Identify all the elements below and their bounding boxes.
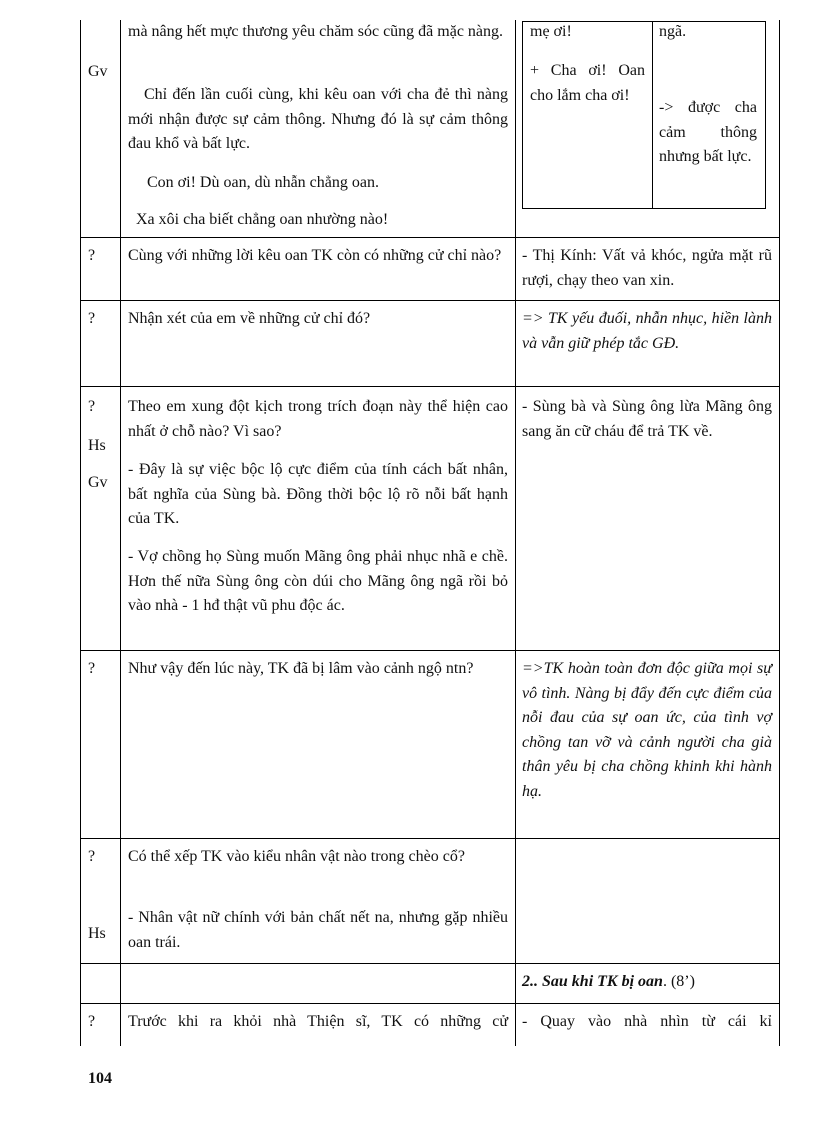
text-line: Chỉ đến lần cuối cùng, khi kêu oan với cha đẻ thì nàng mới nhận được sự cảm thông. Nhưng đó là sự cảm thông đau khổ và bất lực.: [128, 86, 508, 152]
table-border-col1: [120, 20, 121, 1046]
role-mark: Gv: [88, 63, 108, 80]
table-border-right: [779, 20, 780, 1046]
text-line: - Thị Kính: Vất vả khóc, ngửa mặt rũ rượi, chạy theo van xin.: [522, 247, 772, 289]
section-heading-title: 2.. Sau khi TK bị oan: [522, 973, 663, 990]
row-divider: [80, 838, 780, 839]
text-line: Con ơi! Dù oan, dù nhẫn chẳng oan.: [147, 174, 379, 191]
inner-table-left: [522, 21, 523, 209]
row-divider: [80, 237, 780, 238]
row-divider: [80, 1003, 780, 1004]
page-number-text: 104: [88, 1070, 112, 1087]
inner-cell: + Cha ơi! Oan cho lắm cha ơi!: [530, 62, 645, 104]
role-mark: ?: [88, 1013, 96, 1030]
row-divider: [80, 300, 780, 301]
text-line: Nhận xét của em về những cử chỉ đó?: [128, 310, 371, 327]
text-line: - Sùng bà và Sùng ông lừa Mãng ông sang ăn cữ cháu để trả TK về.: [522, 398, 772, 440]
row-divider: [80, 963, 780, 964]
text-line: =>TK hoàn toàn đơn độc giữa mọi sự vô tình. Nàng bị đẩy đến cực điểm của nỗi đau của sự oan ức, của tình vợ chồng tan vỡ và cảnh người cha già thân yêu bị cha chồng khinh khi hành hạ.: [522, 660, 772, 800]
text-line: => TK yếu đuối, nhẫn nhục, hiền lành và vẫn giữ phép tắc GĐ.: [522, 310, 772, 352]
table-border-left: [80, 20, 81, 1046]
inner-cell: -> được cha cảm thông nhưng bất lực.: [659, 99, 757, 165]
text-line: Trước khi ra khỏi nhà Thiện sĩ, TK có những cử: [128, 1013, 508, 1030]
role-mark: Hs: [88, 925, 106, 942]
text-line: Theo em xung đột kịch trong trích đoạn này thể hiện cao nhất ở chỗ nào? Vì sao?: [128, 398, 508, 440]
role-mark: ?: [88, 660, 96, 677]
inner-cell: ngã.: [659, 23, 687, 40]
role-mark: ?: [88, 247, 96, 264]
page-number: [88, 1066, 112, 1087]
table-border-col2: [515, 20, 516, 1046]
role-mark: ?: [88, 310, 96, 327]
inner-table-right: [765, 21, 766, 209]
text-line: mà nâng hết mực thương yêu chăm sóc cũng đã mặc nàng.: [128, 23, 504, 40]
role-mark: Hs: [88, 437, 106, 454]
inner-table-mid: [652, 21, 653, 209]
text-line: Xa xôi cha biết chẳng oan nhường nào!: [136, 211, 389, 228]
text-line: - Quay vào nhà nhìn từ cái kỉ: [522, 1013, 772, 1030]
text-line: - Đây là sự việc bộc lộ cực điểm của tính cách bất nhân, bất nghĩa của Sùng bà. Đồng thời bộc lộ rõ nỗi bất hạnh của TK.: [128, 461, 508, 527]
row-divider: [80, 386, 780, 387]
role-mark: ?: [88, 848, 96, 865]
section-heading-time: . (8’): [662, 973, 695, 990]
role-mark: ?: [88, 398, 96, 415]
text-line: - Vợ chồng họ Sùng muốn Mãng ông phải nhục nhã e chề. Hơn thế nữa Sùng ông còn dúi cho Mãng ông ngã rồi bỏ vào nhà - 1 hđ thật vũ phu độc ác.: [128, 548, 508, 614]
text-line: - Nhân vật nữ chính với bản chất nết na, nhưng gặp nhiều oan trái.: [128, 909, 508, 951]
row-divider: [80, 650, 780, 651]
role-mark: Gv: [88, 474, 108, 491]
text-line: Cùng với những lời kêu oan TK còn có những cử chỉ nào?: [128, 247, 502, 264]
text-line: Như vậy đến lúc này, TK đã bị lâm vào cảnh ngộ ntn?: [128, 660, 474, 677]
inner-table-bottom: [522, 208, 766, 209]
text-line: Có thể xếp TK vào kiểu nhân vật nào trong chèo cổ?: [128, 848, 465, 865]
section-heading: [522, 970, 695, 995]
inner-cell: mẹ ơi!: [530, 23, 572, 40]
